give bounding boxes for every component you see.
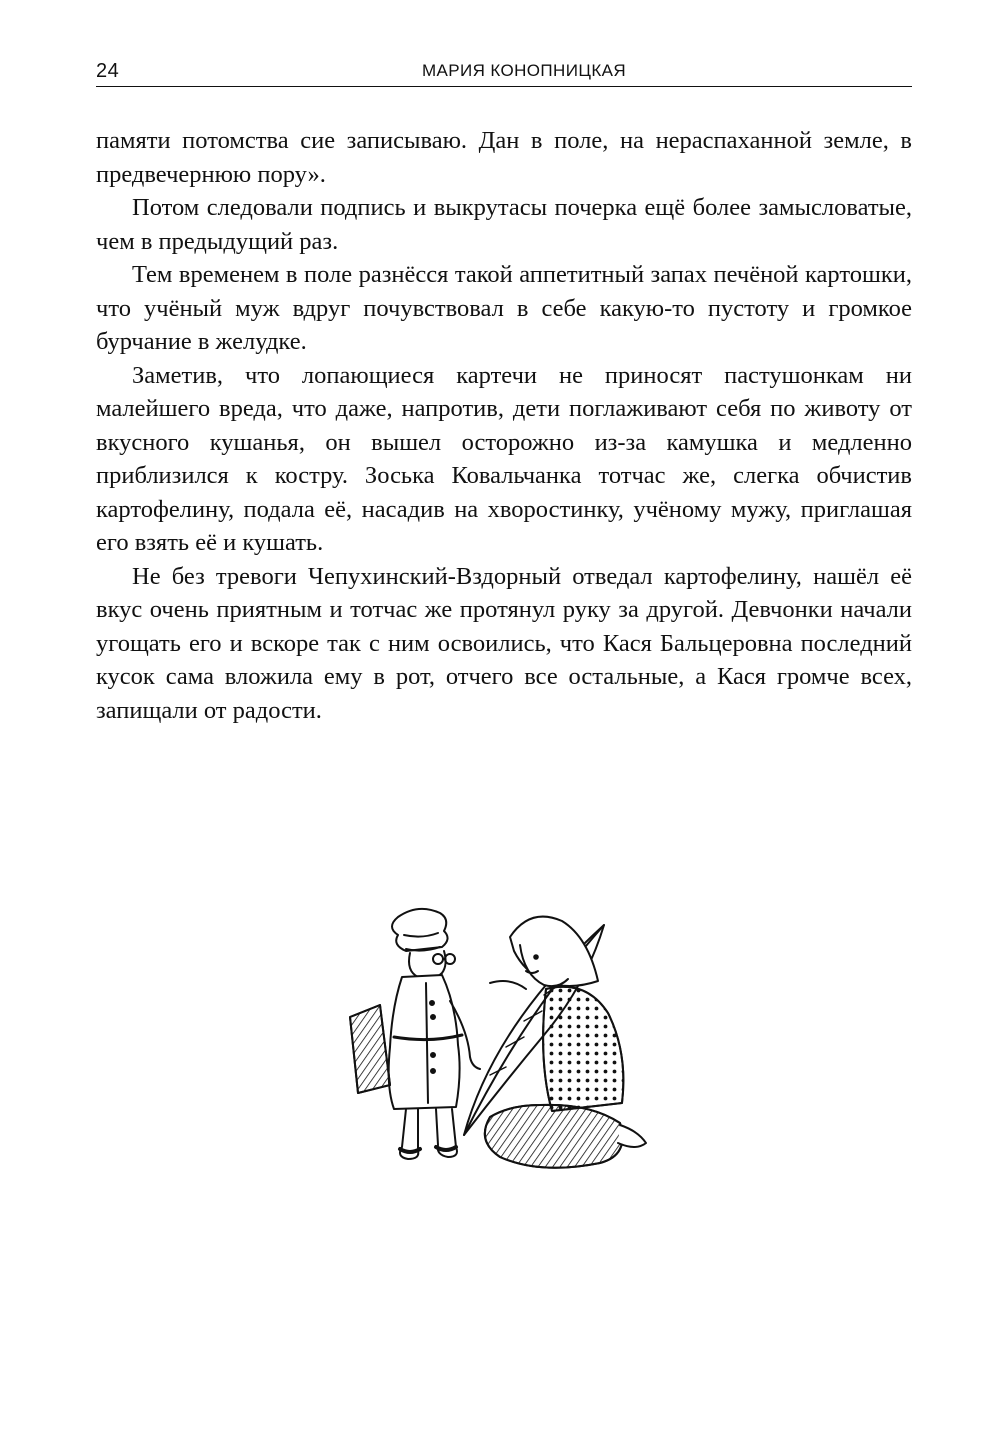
paragraph-5: Не без тревоги Чепухинский-Вздорный отведал картофелину, нашёл её вкус очень приятным и тотчас же протянул руку за другой. Девчонки начали угощать его и вскоре так с ним освоились, что Кася Бальцеровна последний кусок сама вложила ему в рот, отчего все остальные, а Кася громче всех, запищали от радости. <box>96 562 912 724</box>
illustration-scholar-and-girl <box>340 905 680 1175</box>
author-name: МАРИЯ КОНОПНИЦКАЯ <box>421 61 627 80</box>
page-number: 24 <box>96 60 120 82</box>
paragraph-1: памяти потомства сие записываю. Дан в поле, на нераспаханной земле, в предвечернюю пору». <box>96 127 912 188</box>
running-head <box>96 58 912 87</box>
body-text <box>96 124 912 727</box>
paragraph-4: Заметив, что лопающиеся картечи не приносят пастушонкам ни малейшего вреда, что даже, напротив, дети поглаживают себя по животу от вкусного кушанья, он вышел осторожно из-за камушка и медленно приблизился к костру. Зоська Ковальчанка тотчас же, слегка обчистив картофелину, подала её, насадив на хворостинку, учёному мужу, приглашая его взять её и кушать. <box>96 361 912 556</box>
paragraph-2: Потом следовали подпись и выкрутасы почерка ещё более замысловатые, чем в предыдущий раз. <box>96 194 912 255</box>
paragraph-3: Тем временем в поле разнёсся такой аппетитный запах печёной картошки, что учёный муж вдруг почувствовал в себе какую-то пустоту и громкое бурчание в желудке. <box>96 261 912 355</box>
